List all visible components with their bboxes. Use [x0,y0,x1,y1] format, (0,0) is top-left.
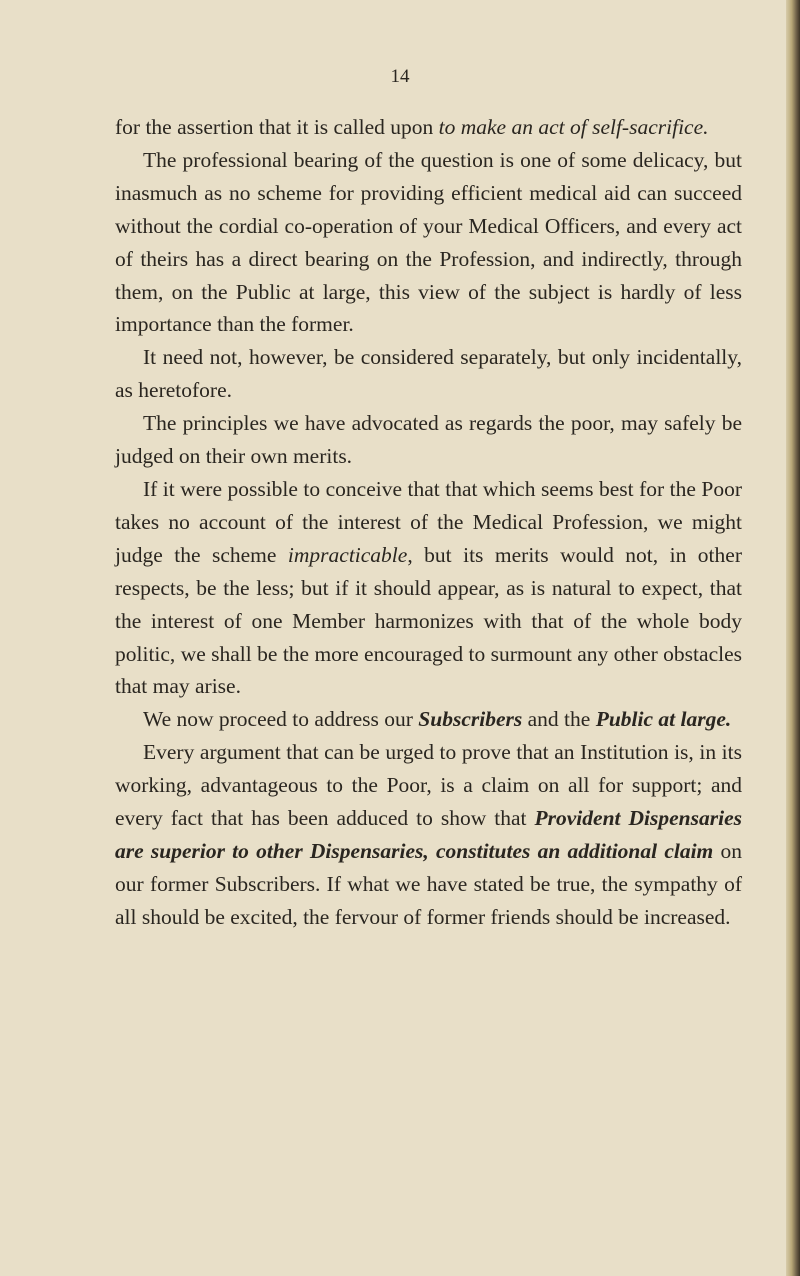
italic-run: to make an act of self-sacrifice. [438,115,709,139]
text-run: , but its merits would not, in other respects, be the less; but if it should appear, as is natural to expect, that the interest of one Member harmonizes with that of the whole body politic, we shall be the more encouraged to surmount any other obstacles that may arise. [115,542,742,699]
text-run: It need not, however, be considered separately, but only incidentally, as heretofore. [115,345,742,403]
bold-italic-run: Subscribers [418,707,523,732]
paragraph [115,111,742,144]
paragraph [115,144,742,341]
italic-run: impracticable [287,542,408,567]
bold-italic-run: Provident Dispensaries are superior to other Dispensaries, constitutes an additional claim [115,806,742,863]
paragraph [115,703,742,736]
text-run: We now proceed to address our [143,707,419,732]
page-edge-shadow [786,0,800,1276]
paragraph [115,341,742,407]
text-run: The professional bearing of the question is one of some delicacy, but inasmuch as no scheme for providing efficient medical aid can succeed without the cordial co-operation of your Medical Officers, and every act of theirs has a direct bearing on the Profession, and indirectly, through them, on the Public at large, this view of the subject is hardly of less importance than the former. [115,147,742,337]
paragraph [115,736,742,933]
text-run: If it were possible to conceive that that which seems best for the Poor takes no account of the interest of the Medical Profession, we might judge the scheme [115,476,742,567]
bold-italic-run: Public at large. [595,707,732,732]
paragraph [115,407,742,473]
text-run: Every argument that can be urged to prove that an Institution is, in its working, advantageous to the Poor, is a claim on all for support; and every fact that has been adduced to show that [115,740,742,831]
page-number: 14 [390,66,410,87]
body-text [115,111,742,934]
text-run: on our former Subscribers. If what we have stated be true, the sympathy of all should be excited, the fervour of former friends should be increased. [115,838,742,929]
text-run: and the [522,707,596,732]
paragraph [115,473,742,703]
text-run: for the assertion that it is called upon [115,115,439,139]
text-run: The principles we have advocated as regards the poor, may safely be judged on their own merits. [115,411,742,469]
